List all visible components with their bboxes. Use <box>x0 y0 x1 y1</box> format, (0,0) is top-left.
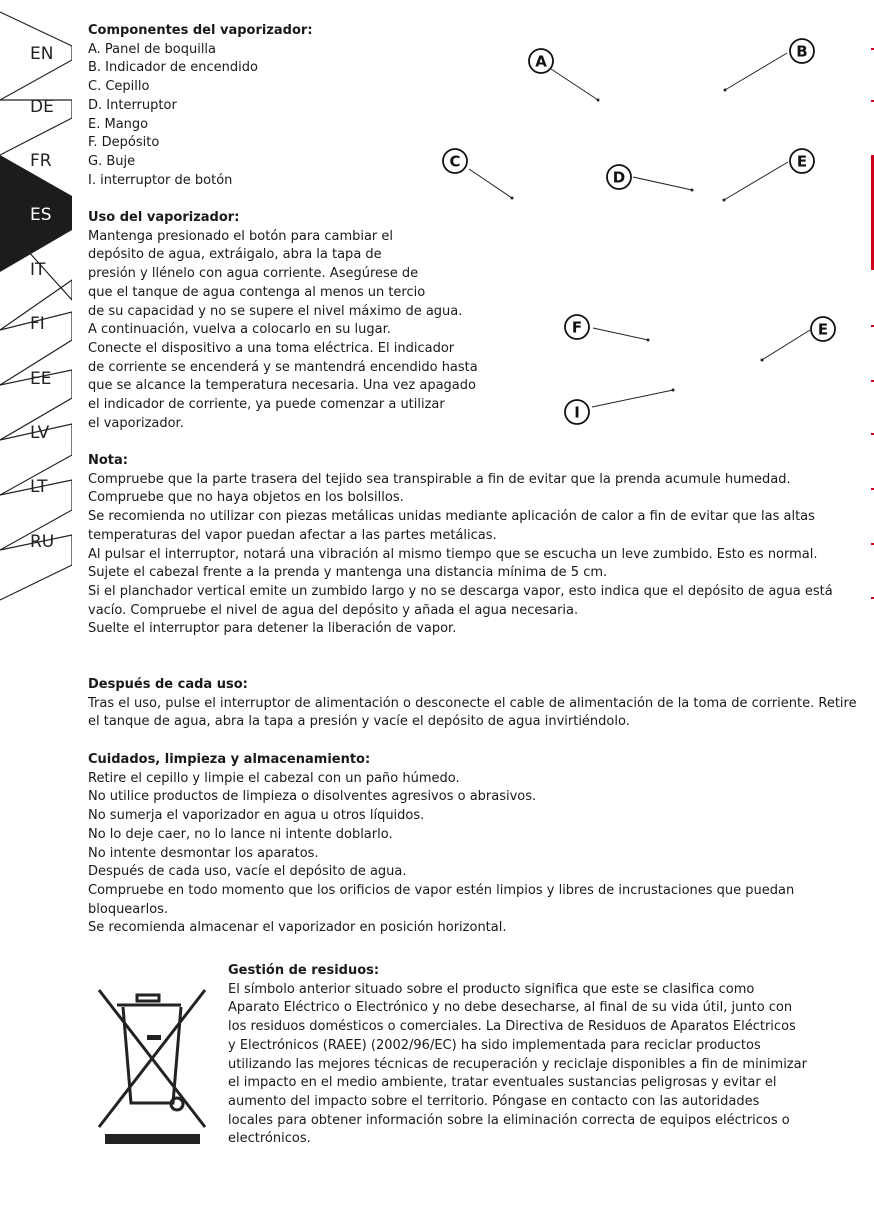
note-section <box>88 452 858 639</box>
waste-line: Aparato Eléctrico o Electrónico y no debe desecharse, al final de su vida útil, junto con <box>228 1000 793 1016</box>
after-use-paragraph: Tras el uso, pulse el interruptor de alimentación o desconecte el cable de alimentación de la toma de corriente. Retire el tanque de agua, abra la tapa a presión y vacíe el depósito de agua invirtiéndolo. <box>88 695 857 730</box>
callout-label-e2: E <box>817 320 829 339</box>
callout-line-b <box>725 53 787 90</box>
waste-line: y Electrónicos (RAEE) (2002/96/EC) ha sido implementada para reciclar productos <box>228 1037 761 1053</box>
note-paragraph: Compruebe que la parte trasera del tejido sea transpirable a fin de evitar que la prenda acumule humedad. <box>88 471 791 487</box>
component-item: B. Indicador de encendido <box>88 60 258 76</box>
tab-fi[interactable]: FI <box>30 314 45 334</box>
waste-line: locales para obtener información sobre la eliminación correcta de equipos eléctricos o <box>228 1112 790 1128</box>
usage-line: que el tanque de agua contenga al menos un tercio <box>88 284 426 300</box>
care-paragraph: Compruebe en todo momento que los orificios de vapor estén limpios y libres de incrustaciones que puedan bloquearlos. <box>88 882 795 917</box>
crossed-out-wheelie-bin-icon <box>95 985 210 1145</box>
callout-label-f: F <box>571 318 583 337</box>
callout-label-i: I <box>574 403 580 422</box>
callout-line-e2 <box>762 330 810 360</box>
care-paragraph: No utilice productos de limpieza o disolventes agresivos o abrasivos. <box>88 789 537 805</box>
callout-line-i <box>592 390 673 407</box>
component-item: E. Mango <box>88 116 149 132</box>
tab-en[interactable]: EN <box>30 44 54 64</box>
care-paragraph: Se recomienda almacenar el vaporizador en posición horizontal. <box>88 920 507 936</box>
note-heading: Nota: <box>88 453 128 468</box>
usage-line: de corriente se encenderá y se mantendrá encendido hasta <box>88 359 478 375</box>
component-item: G. Buje <box>88 153 136 169</box>
care-paragraph: No intente desmontar los aparatos. <box>88 845 319 861</box>
components-section <box>88 22 418 190</box>
waste-line: el impacto en el medio ambiente, tratar eventuales sustancias peligrosas y evitar el <box>228 1075 777 1091</box>
component-item: A. Panel de boquilla <box>88 41 217 57</box>
steamer-diagram <box>430 30 870 440</box>
usage-line: Conecte el dispositivo a una toma eléctrica. El indicador <box>88 340 455 356</box>
usage-line: A continuación, vuelva a colocarlo en su lugar. <box>88 322 391 338</box>
tab-lv[interactable]: LV <box>30 423 50 443</box>
waste-line: El símbolo anterior situado sobre el producto significa que este se clasifica como <box>228 981 755 997</box>
tab-fr[interactable]: FR <box>30 151 52 171</box>
callout-line-c <box>469 169 512 198</box>
callout-line-e <box>724 162 788 200</box>
waste-line: utilizando las mejores técnicas de recuperación y reciclaje disponibles a fin de minimizar <box>228 1056 807 1072</box>
usage-line: depósito de agua, extráigalo, abra la tapa de <box>88 247 382 263</box>
tab-de[interactable]: DE <box>30 97 54 117</box>
note-paragraph: Compruebe que no haya objetos en los bolsillos. <box>88 490 404 506</box>
waste-line: los residuos domésticos o comerciales. La Directiva de Residuos de Aparatos Eléctricos <box>228 1019 796 1035</box>
usage-heading: Uso del vaporizador: <box>88 210 240 225</box>
note-paragraph: Suelte el interruptor para detener la liberación de vapor. <box>88 621 457 637</box>
tab-es[interactable]: ES <box>30 205 52 225</box>
note-paragraph: Si el planchador vertical emite un zumbido largo y no se descarga vapor, esto indica que el depósito de agua está vacío. Compruebe el nivel de agua del depósito y añada el agua necesaria. <box>88 583 833 618</box>
callout-label-b: B <box>796 42 808 61</box>
usage-line: presión y llénelo con agua corriente. Asegúrese de <box>88 266 419 282</box>
usage-line: de su capacidad y no se supere el nivel máximo de agua. <box>88 303 463 319</box>
note-paragraph: Se recomienda no utilizar con piezas metálicas unidas mediante aplicación de calor a fin de evitar que las altas temperaturas del vapor puedan afectar a las partes metálicas. <box>88 509 815 543</box>
callout-label-e: E <box>796 152 808 171</box>
callout-line-d <box>633 177 692 190</box>
usage-line: el vaporizador. <box>88 415 184 431</box>
waste-line: aumento del impacto sobre el territorio. Póngase en contacto con las autoridades <box>228 1093 760 1109</box>
note-paragraph: Sujete el cabezal frente a la prenda y mantenga una distancia mínima de 5 cm. <box>88 565 608 581</box>
tab-it[interactable]: IT <box>30 260 46 280</box>
usage-line: el indicador de corriente, ya puede comenzar a utilizar <box>88 397 445 413</box>
component-item: D. Interruptor <box>88 97 177 113</box>
callout-line-a <box>551 69 598 100</box>
tab-ru[interactable]: RU <box>30 532 55 552</box>
care-paragraph: No lo deje caer, no lo lance ni intente doblarlo. <box>88 826 393 842</box>
callout-label-a: A <box>535 52 547 71</box>
usage-line: que se alcance la temperatura necesaria. Una vez apagado <box>88 378 476 394</box>
component-item: I. interruptor de botón <box>88 172 233 188</box>
tab-ee[interactable]: EE <box>30 369 52 389</box>
care-section <box>88 751 858 938</box>
waste-line: electrónicos. <box>228 1131 311 1147</box>
components-heading: Componentes del vaporizador: <box>88 23 313 38</box>
care-paragraph: Después de cada uso, vacíe el depósito de agua. <box>88 864 407 880</box>
after-use-heading: Después de cada uso: <box>88 677 248 692</box>
after-use-section <box>88 676 858 732</box>
component-item: C. Cepillo <box>88 79 150 95</box>
care-paragraph: No sumerja el vaporizador en agua u otros líquidos. <box>88 808 425 824</box>
callout-label-d: D <box>612 168 626 187</box>
waste-heading: Gestión de residuos: <box>228 963 380 978</box>
usage-line: Mantenga presionado el botón para cambiar el <box>88 228 394 244</box>
callout-line-f <box>593 328 648 340</box>
component-item: F. Depósito <box>88 135 160 151</box>
callout-label-c: C <box>449 152 461 171</box>
care-heading: Cuidados, limpieza y almacenamiento: <box>88 752 371 767</box>
waste-section <box>228 962 858 1149</box>
tab-lt[interactable]: LT <box>30 477 48 497</box>
care-paragraph: Retire el cepillo y limpie el cabezal con un paño húmedo. <box>88 770 460 786</box>
note-paragraph: Al pulsar el interruptor, notará una vibración al mismo tiempo que se escucha un leve zumbido. Esto es normal. <box>88 546 818 562</box>
